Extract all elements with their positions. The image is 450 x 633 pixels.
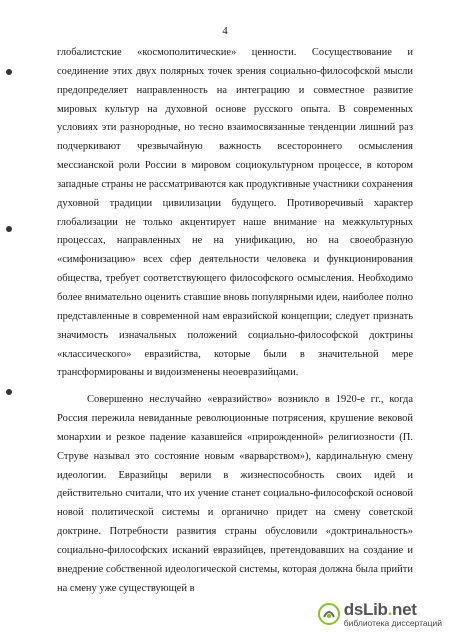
document-body: [57, 44, 413, 598]
watermark-brand: [344, 601, 442, 618]
watermark-subtitle: библиотека диссертаций: [343, 617, 442, 628]
margin-dot-icon: [6, 389, 12, 395]
margin-dot-icon: [6, 69, 12, 75]
watermark-brand-dot: .: [387, 599, 393, 619]
margin-dot-icon: [6, 226, 12, 232]
dslib-logo-icon: [318, 603, 340, 625]
watermark: [318, 601, 442, 627]
watermark-brand-main: dsLib: [343, 599, 388, 619]
page-number: 4: [222, 25, 228, 37]
paragraph: глобалистские «космополитические» ценности. Сосуществование и соединение этих двух полярных точек зрения социально-философской мысли предопределяет направленность на интеграцию и совместное развитие мировых культур на духовной основе русского опыта. В современных условиях эти разнородные, но тесно взаимосвязанные тенденции лишний раз подчеркивают чрезвычайную важность всестороннего осмысления мессианской роли России в мировом социокультурном процессе, в котором западные страны не рассматриваются как продуктивные участники сохранения духовной традиции цивилизации будущего. Противоречивый характер глобализации не только акцентирует наше внимание на межкультурных процессах, направленных не на унификацию, но на своеобразную «симфонизацию» всех сфер деятельности человека и функционирования общества, требует соответствующего философского осмысления. Необходимо более внимательно оценить ставшие вновь популярными идеи, наиболее полно представленные в современной нам евразийской концепции; следует признать значимость изначальных положений социально-философской доктрины «классического» евразийства, которые были в значительной мере трансформированы и видоизменены неоевразийцами.: [57, 47, 413, 379]
paragraph: Совершенно неслучайно «евразийство» возникло в 1920-е гг., когда Россия пережила невиданные революционные потрясения, крушение вековой монархии и резкое падение казавшейся «прирожденной» религиозности (П. Струве называл это состояние новым «варварством»), кардинальную смену идеологии. Евразийцы верили в жизнеспособность своих идей и действительно считали, что их учение станет социально-философской основой новой политической системы и органично придет на смену советской доктрине. Потребности развития страны обусловили «доктринальность» социально-философских исканий евразийцев, претендовавших на создание и внедрение собственной идеологической системы, которая должна была прийти на смену уже существующей в: [57, 394, 413, 594]
watermark-brand-tld: net: [392, 599, 417, 619]
